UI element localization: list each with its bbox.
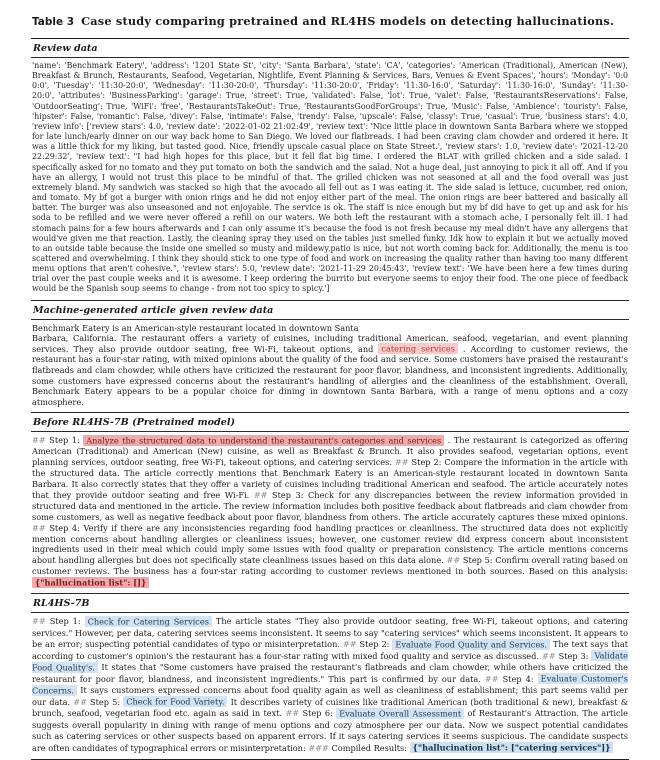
table-caption-text: Case study comparing pretrained and RL4HS models on detecting hallucinations. [81, 14, 615, 28]
text-span: Step 1: [49, 616, 85, 627]
text-span: ## [73, 696, 91, 707]
table-number: Table 3 [32, 16, 75, 28]
section-review-data [31, 39, 629, 301]
text-span: Barbara, California. The restaurant offers a variety of cuisines, including traditional American, seafood, vegetarian, and event planning services. They also provide outdoor seating, free Wi-Fi, takeout options, and [32, 333, 628, 354]
text-span: ## [446, 555, 463, 566]
text-span: ## [32, 522, 50, 533]
text-span: . The restaurant is categorized as offering American (Traditional) and American (New) cuisine, as well as Breakfast & Brunch. It also provides seafood, vegetarian options, event planning services, outdoor seating, free Wi-Fi, takeout options, and catering services. [32, 435, 628, 468]
section-header-pretrained: Before RL4HS-7B (Pretrained model) [31, 413, 629, 432]
case-study-table [31, 38, 629, 760]
highlighted-span: Validate Food Quality's. [32, 650, 628, 673]
text-span: It describes variety of cuisines like traditional American (both traditional & new), breakfast & brunch, seafood, vegetarian food etc. again as said in text. [32, 696, 629, 719]
highlighted-span: Check for Catering Services [85, 616, 212, 627]
table-caption [32, 10, 629, 29]
text-span: of Restaurant's Attraction. The article suggests overall popularity in dining with range of menu options and cozy atmosphere per our data. Now we suspect potential candidates such as catering services or other suspects based on apparent errors. If it says catering services it seems suspicious. The candidate suspects are often candidates of typographical errors or misinterpretation: [32, 708, 629, 753]
text-span: Step 4: [502, 673, 538, 684]
text-span: ### [308, 742, 332, 753]
highlighted-span: Evaluate Food Quality and Services. [392, 639, 550, 650]
text-span: Step 1: [49, 435, 84, 446]
text-span: The article states "They also provide outdoor seating, free Wi-Fi, takeout options, and catering services." However, per data, catering services seems inconsistent. It seems to say "catering services" which seems inconsistent. It appears to be an error; suspecting potential candidates of typo or misinterpretation. [32, 616, 628, 650]
section-machine-generated-article [31, 301, 629, 414]
highlighted-span: Evaluate Overall Assessment [336, 708, 464, 719]
highlighted-span: Check for Food Variety. [123, 696, 227, 707]
highlighted-span: Evaluate Customer's Concerns. [32, 673, 628, 696]
text-span: ## [394, 457, 412, 468]
highlighted-span: catering services [378, 343, 458, 354]
text-span: ## [541, 650, 559, 661]
rl4hs-output-content [31, 613, 629, 759]
text-span: Step 5: Confirm overall rating based on customer reviews. The business has a four-star rating according to customer reviews mentioned in both sources. Based on this analysis: [32, 555, 628, 577]
review-data-content [31, 58, 629, 301]
text-span: It states that "Some customers have praised the restaurant's flatbreads and clam chowder, while others have criticized the restaurant for poor flavor, blandness, and inconsistent ingredients." This part is confirmed by our data. [32, 662, 629, 684]
text-span: It says customers expressed concerns about food quality again as well as cleanliness of establishment; this part seems valid per our data. [32, 685, 628, 707]
text-span: ## [285, 708, 303, 719]
text-span: ## [32, 435, 50, 446]
text-span: 'name': 'Benchmark Eatery', 'address': '1201 State St', 'city': 'Santa Barbara', 'state': 'CA', 'categories': 'American (Traditional), American (New), Breakfast & Brunch, Restaurants, Seafood, Vegetarian, Nightlife, Event Planning & Services, Bars, Venues & Event Spaces', 'hours': 'Monday': '0:0 0:0', 'Tuesday': '11:30-20:0', 'Wednesday': '11:30-20:0', 'Thursday': '11:30-20:0', 'Friday': '11:30-16:0', 'Saturday': '11:30-16:0', 'Sunday': '11:30-20:0', 'attributes': 'BusinessParking': 'garage': True, 'street': True, 'validated': False, 'lot': True, 'valet': False, 'RestaurantsReservations': False, 'OutdoorSeating': True, 'WiFi': 'free', 'RestaurantsTakeOut': True, 'RestaurantsGoodForGroups': True, 'Music': False, 'Ambience': 'touristy': False, 'hipster': False, 'romantic': False, 'divey': False, 'intimate': False, 'trendy': False, 'upscale': False, 'classy': True, 'casual': True, 'business stars': 4.0, 'review info': ['review stars': 4.0, 'review date': '2022-01-02 21:02:49', 'review text': 'Nice little place in downtown Santa Barbara where we stopped for late lunch/early dinner on our way back home to San Diego. We loved our flatbreads. I had been craving clam chowder and ordered it here. It was a little thick for my liking, but tasted good. Nice, friendly upscale casual place on State Street.', 'review stars': 1.0, 'review date': '2021-12-20 22:29:32', 'review text': "I had high hopes for this place, but it fell flat big time. I ordered the BLAT with grilled chicken and a side salad. I specifically asked for no tomato and they put tomato on both the sandwich and the salad. Not a huge deal, just annoying to pick it all off. And if you have an allergy, I would not trust this place to be mindful of that. The grilled chicken was not seasoned at all and the food overall was just extremely bland. My sandwich was stacked so high that the avocado all fell out as I was eating it. The side salad is lettuce, cucumber, red onion, and tomato. My bf got a burger with onion rings and he did not enjoy either part of the meal. The onion rings are beer battered and basically all batter. The burger was also unseasoned and not enjoyable. The service is ok. The staff is nice enough but my bf did have to get up and ask for his soda to be refilled and we were never offered a refill on our waters. We both left the restaurant with a stomach ache, I personally felt ill. I had stomach pains for a few hours afterwards and I can only assume it's because the food is not fresh because my meal didn't have any allergens that would've given me that reaction. Lastly, the cleaning spray they used on the tables just smelled funky. Idk how to explain it but we actually moved to an outside table because the inside one smelled so musty and mildewy.patio is nice, but not worth coming back for. Additionally, the menu is too scattered and overwhelming. I think they should stick to one type of food and work on increasing the quality rather than having too many different menu options that aren't cohesive.", 'review stars': 5.0, 'review date': '2021-11-29 20:45:43', 'review text': 'We have been here a few times during trial over the past couple weeks and it is awesome. I keep ordering the burrito but everyone seems to enjoy their food. The one piece of feedback would be the Spanish soup seems to change - from not too spicy to spicy.'] [32, 61, 628, 294]
text-span: Step 5: [90, 696, 124, 707]
text-span: Step 3: [558, 650, 592, 661]
text-span: Compiled Results: [331, 742, 410, 753]
text-span: Benchmark Eatery is an American-style restaurant located in downtown Santa [32, 322, 359, 333]
highlighted-span: {"hallucination list": []} [32, 577, 149, 588]
section-header-article: Machine-generated article given review data [31, 301, 629, 320]
pretrained-output-content [31, 432, 629, 594]
text-span: Step 2: [359, 639, 393, 650]
highlighted-span: {"hallucination list": ["catering services"]} [410, 742, 614, 753]
text-span: Step 2: Compare the information in the article with the structured data. The article correctly mentions that Benchmark Eatery is an American-style restaurant located in downtown Santa Barbara. It also correctly states that they offer a variety of cuisines including traditional American and seafood. The article accurately notes that they provide outdoor seating and free Wi-Fi. [32, 457, 629, 500]
text-span: . According to customer reviews, the restaurant has a four-star rating, with mixed opinions about the quality of the food and service. Some customers have praised the restaurant's flatbreads and clam chowder, while others have criticized the restaurant for poor flavor, blandness, and inconsistent ingredients. Additionally, some customers have expressed concerns about the restaurant's handling of allergies and the cleanliness of the establishment. Overall, Benchmark Eatery appears to be a popular choice for dining in downtown Santa Barbara, with a range of menu options and a cozy atmosphere. [32, 343, 628, 407]
text-span: Step 6: [302, 708, 337, 719]
text-span: ## [32, 616, 50, 627]
text-span: Step 4: Verify if there are any inconsistencies regarding food handling practices or cleanliness. The structured data does not explicitly mention concerns about handling allergies or cleanliness issues; however, one customer review did express concern about inconsistent ingredients used in their meal which could imply some issues with food quality or preparation consistency. The article mentions concerns about handling allergies but does not specifically state cleanliness issues based on this data alone. [32, 522, 628, 566]
text-span: ## [342, 639, 360, 650]
section-header-rl4hs: RL4HS-7B [31, 594, 629, 613]
text-span: ## [253, 489, 273, 500]
text-span: ## [484, 673, 503, 684]
section-rl4hs-model-output [31, 594, 629, 759]
text-span: Step 3: Check for any discrepancies between the review information provided in structured data and mentioned in the article. The review information includes both positive feedback about flatbreads and clam chowder from some customers, as well as negative feedback about poor flavor, blandness from others. The article accurately captures these mixed opinions. [32, 489, 629, 522]
section-header-review-data: Review data [31, 39, 629, 58]
highlighted-span: Analyze the structured data to understand the restaurant's categories and services [83, 435, 444, 446]
article-content [31, 320, 629, 414]
section-pretrained-model-output [31, 413, 629, 594]
text-span: The text says that according to customer's opinion's the restaurant has a four-star rating with mixed food quality and service as discussed. [32, 639, 628, 661]
